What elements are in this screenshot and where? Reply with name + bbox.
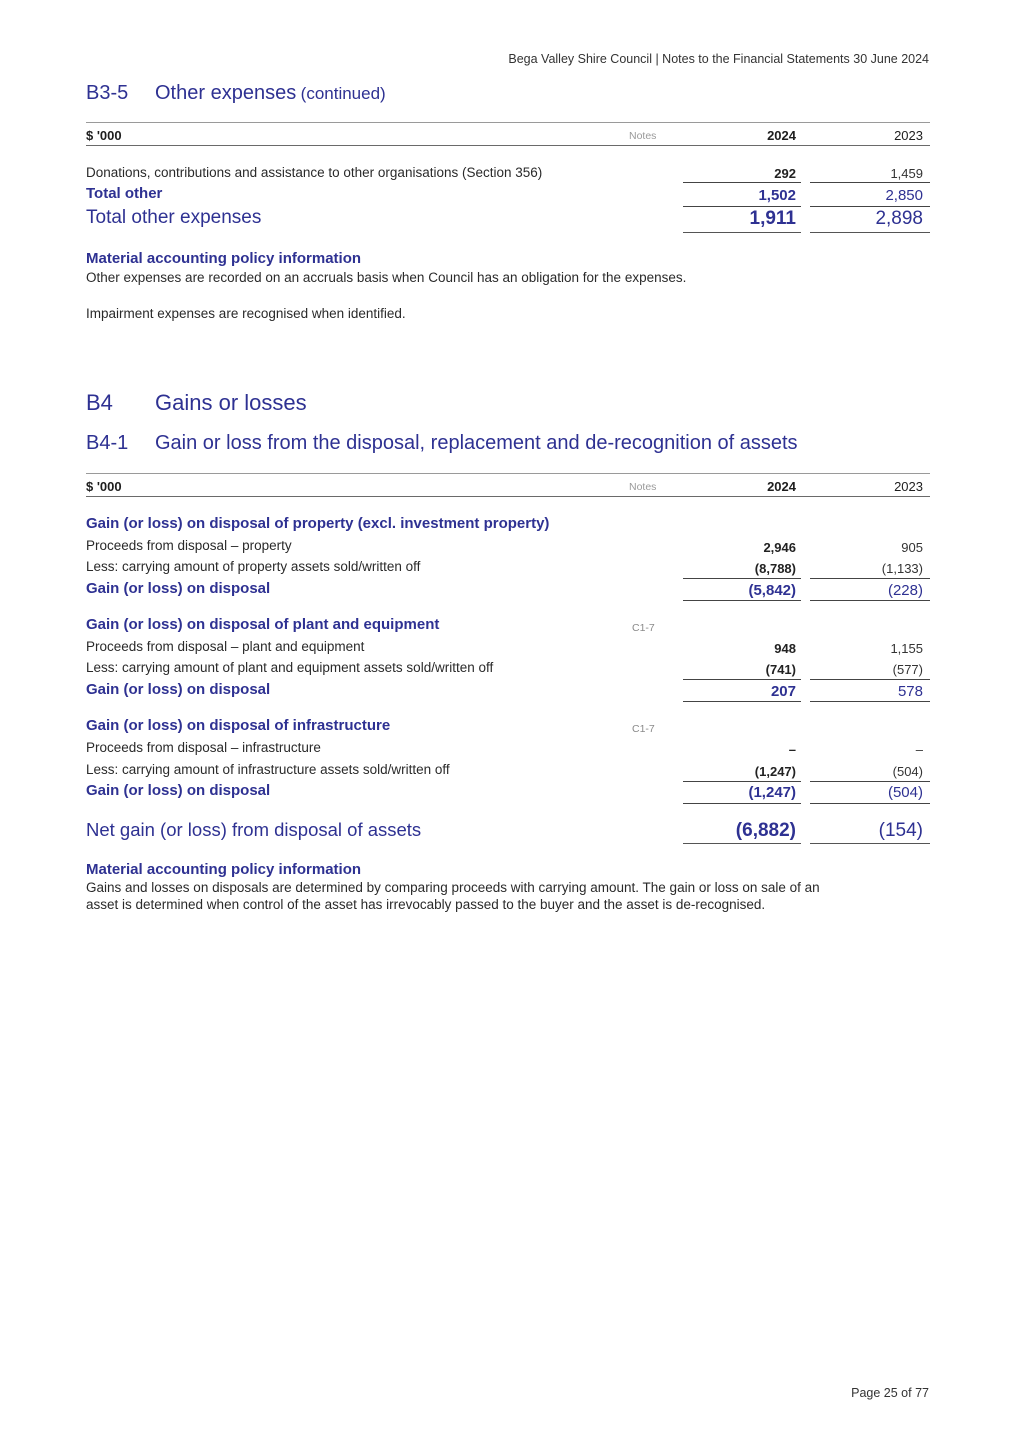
row-label: Proceeds from disposal – infrastructure: [86, 740, 321, 755]
total-rule: [683, 232, 801, 233]
total-expenses-2023: 2,898: [875, 208, 923, 229]
total-other-2024: 1,502: [758, 187, 796, 204]
policy-paragraph: Impairment expenses are recognised when identified.: [86, 306, 406, 321]
group-result-label: Gain (or loss) on disposal: [86, 580, 271, 597]
row-label: Less: carrying amount of plant and equipment assets sold/written off: [86, 660, 494, 675]
running-header: Bega Valley Shire Council | Notes to the Financial Statements 30 June 2024: [508, 52, 929, 66]
policy-paragraph-line: Gains and losses on disposals are determined by comparing proceeds with carrying amount. The gain or loss on sale of an: [86, 880, 820, 895]
value-2024: (1,247): [754, 764, 796, 779]
value-2024: 948: [774, 641, 796, 656]
group-result-2024: 207: [770, 683, 796, 700]
value-2024: (8,788): [754, 561, 796, 576]
row-label: Less: carrying amount of property assets sold/written off: [86, 559, 421, 574]
value-2023: –: [915, 742, 923, 757]
subtotal-rule: [810, 600, 930, 601]
year-2024-header: 2024: [767, 128, 796, 143]
subtotal-rule: [810, 206, 930, 207]
policy-heading: Material accounting policy information: [86, 861, 362, 878]
total-other-label: Total other: [86, 185, 163, 202]
value-2023: (577): [892, 662, 923, 677]
year-2024-header: 2024: [767, 479, 796, 494]
row-label: Proceeds from disposal – plant and equipment: [86, 639, 365, 654]
subtotal-rule: [810, 781, 930, 782]
subtotal-rule: [810, 803, 930, 804]
value-2024: –: [788, 742, 796, 757]
continued-label: (continued): [300, 84, 386, 103]
notes-header: Notes: [629, 481, 657, 493]
notes-header: Notes: [629, 130, 657, 142]
row-label: Less: carrying amount of infrastructure assets sold/written off: [86, 762, 450, 777]
group-result-2023: (228): [887, 582, 923, 599]
total-other-2023: 2,850: [885, 187, 923, 204]
section-title-text: Other expenses: [155, 82, 297, 104]
policy-heading: Material accounting policy information: [86, 250, 362, 267]
subtotal-rule: [683, 600, 801, 601]
table-header-rule: [86, 496, 930, 497]
value-2023: 905: [901, 540, 923, 555]
page-number: Page 25 of 77: [851, 1386, 929, 1400]
section-title: [155, 82, 386, 105]
group-result-label: Gain (or loss) on disposal: [86, 782, 271, 799]
total-rule: [810, 843, 930, 844]
group-result-2023: 578: [897, 683, 923, 700]
value-2023: 1,459: [890, 166, 923, 181]
value-2024: 292: [774, 166, 796, 181]
subtotal-rule: [683, 578, 801, 579]
note-reference: C1-7: [632, 723, 655, 735]
subtotal-rule: [683, 206, 801, 207]
section-number: B3-5: [86, 82, 129, 104]
year-2023-header: 2023: [894, 479, 923, 494]
value-2023: (504): [892, 764, 923, 779]
value-2023: (1,133): [881, 561, 923, 576]
group-heading: Gain (or loss) on disposal of infrastructure: [86, 717, 391, 734]
value-2024: 2,946: [763, 540, 796, 555]
subsection-title: Gain or loss from the disposal, replacement and de-recognition of assets: [155, 432, 798, 454]
subsection-number: B4-1: [86, 432, 129, 454]
group-heading: Gain (or loss) on disposal of plant and equipment: [86, 616, 440, 633]
year-2023-header: 2023: [894, 128, 923, 143]
group-heading: Gain (or loss) on disposal of property (excl. investment property): [86, 515, 550, 532]
net-gain-label: Net gain (or loss) from disposal of assets: [86, 819, 422, 840]
total-expenses-label: Total other expenses: [86, 207, 262, 228]
row-label: Proceeds from disposal – property: [86, 538, 292, 553]
unit-header: $ '000: [86, 479, 122, 494]
table-header-rule: [86, 145, 930, 146]
subtotal-rule: [810, 182, 930, 183]
subtotal-rule: [683, 781, 801, 782]
row-label: Donations, contributions and assistance to other organisations (Section 356): [86, 165, 543, 180]
section-title: Gains or losses: [155, 390, 307, 415]
subtotal-rule: [683, 182, 801, 183]
value-2024: (741): [765, 662, 796, 677]
subtotal-rule: [810, 578, 930, 579]
group-result-2023: (504): [887, 784, 923, 801]
total-rule: [810, 232, 930, 233]
policy-paragraph-line: asset is determined when control of the asset has irrevocably passed to the buyer and the asset is de-recognised.: [86, 897, 766, 912]
group-result-label: Gain (or loss) on disposal: [86, 681, 271, 698]
value-2023: 1,155: [890, 641, 923, 656]
group-result-2024: (5,842): [748, 582, 796, 599]
unit-header: $ '000: [86, 128, 122, 143]
group-result-2024: (1,247): [748, 784, 796, 801]
table-top-rule: [86, 473, 930, 474]
net-gain-2023: (154): [878, 820, 923, 841]
table-top-rule: [86, 122, 930, 123]
note-reference: C1-7: [632, 622, 655, 634]
subtotal-rule: [683, 803, 801, 804]
subtotal-rule: [810, 679, 930, 680]
total-rule: [683, 843, 801, 844]
total-expenses-2024: 1,911: [749, 208, 796, 229]
section-number: B4: [86, 390, 113, 415]
net-gain-2024: (6,882): [735, 820, 796, 841]
subtotal-rule: [683, 679, 801, 680]
subtotal-rule: [810, 701, 930, 702]
policy-paragraph: Other expenses are recorded on an accruals basis when Council has an obligation for the expenses.: [86, 270, 687, 285]
subtotal-rule: [683, 701, 801, 702]
